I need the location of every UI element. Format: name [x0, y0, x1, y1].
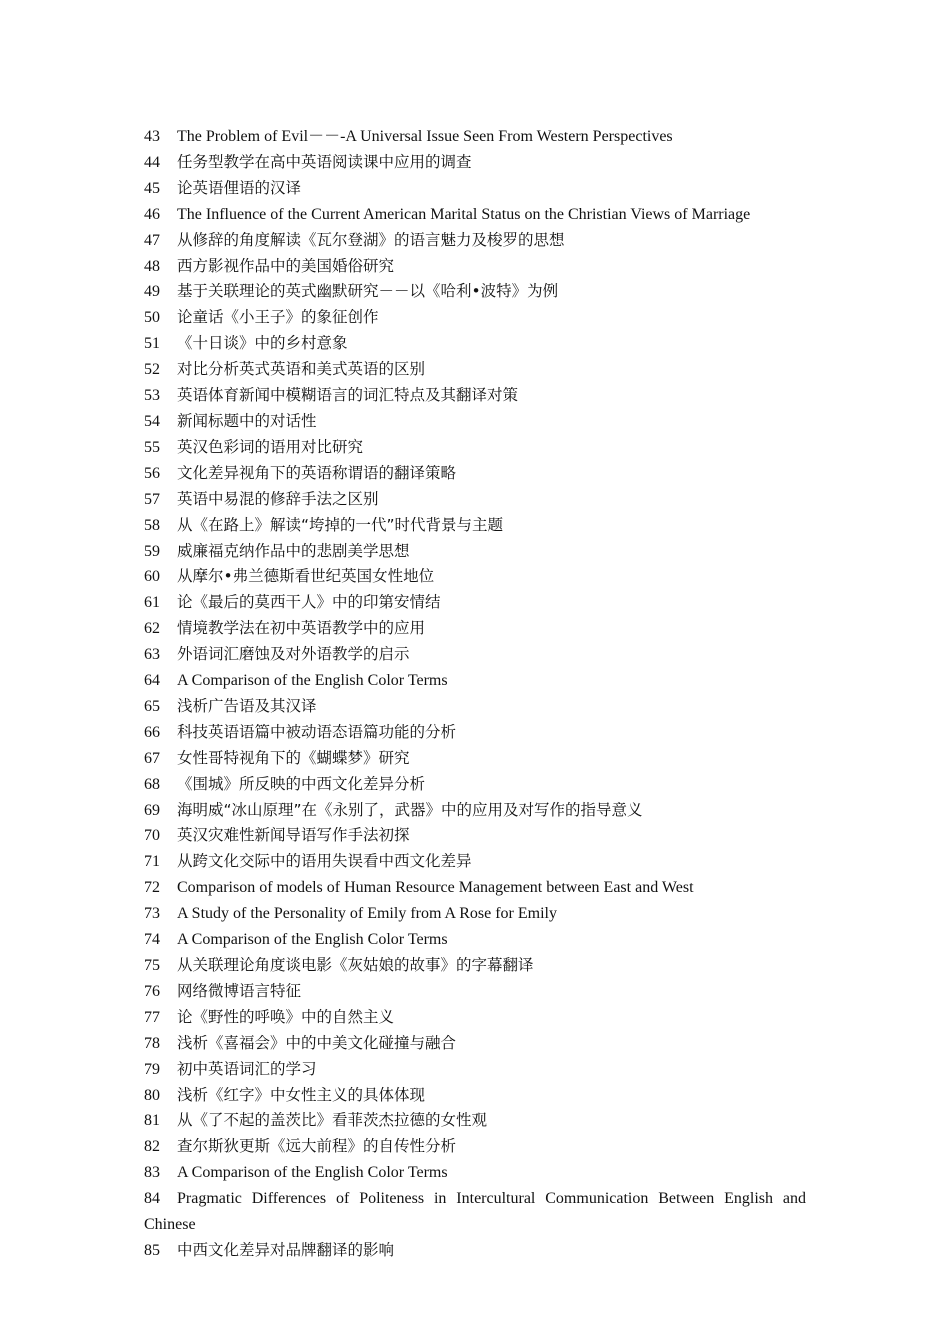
list-item: [144, 1134, 806, 1160]
item-number: 56: [144, 464, 160, 482]
list-item: [144, 1108, 806, 1134]
item-number: 83: [144, 1164, 160, 1182]
item-title: The Problem of Evil－－-A Universal Issue Seen From Western Perspectives: [177, 128, 673, 145]
item-number: 70: [144, 827, 160, 845]
item-number: 63: [144, 646, 160, 664]
item-title: 任务型教学在高中英语阅读课中应用的调查: [177, 152, 472, 171]
item-title: 查尔斯狄更斯《远大前程》的自传性分析: [177, 1137, 457, 1156]
list-item: [144, 901, 806, 927]
item-title: 浅析《喜福会》中的中美文化碰撞与融合: [177, 1033, 457, 1052]
list-item: [144, 461, 806, 487]
item-number: 49: [144, 283, 160, 301]
item-number: 67: [144, 749, 160, 767]
item-title: 初中英语词汇的学习: [177, 1059, 317, 1078]
item-title: 网络微博语言特征: [177, 981, 302, 1000]
list-item: [144, 823, 806, 849]
list-item: [144, 279, 806, 305]
list-item: [144, 539, 806, 565]
item-number: 59: [144, 542, 160, 560]
item-title: Comparison of models of Human Resource Management between East and West: [177, 879, 694, 897]
list-item: [144, 124, 806, 150]
item-number: 72: [144, 879, 160, 897]
item-number: 81: [144, 1112, 160, 1130]
item-number: 55: [144, 438, 160, 456]
item-title: 论《野性的呼唤》中的自然主义: [177, 1007, 395, 1026]
item-number: 43: [144, 128, 160, 145]
list-item: [144, 694, 806, 720]
list-item: [144, 642, 806, 668]
item-title: 从摩尔•弗兰德斯看世纪英国女性地位: [177, 567, 435, 586]
item-title: 论英语俚语的汉译: [177, 178, 302, 197]
item-number: 74: [144, 931, 160, 949]
list-item: [144, 720, 806, 746]
list-item: [144, 798, 806, 824]
item-title: 论童话《小王子》的象征创作: [177, 308, 379, 327]
item-title: 外语词汇磨蚀及对外语教学的启示: [177, 645, 410, 664]
item-number: 71: [144, 853, 160, 871]
item-title: 对比分析英式英语和美式英语的区别: [177, 360, 426, 379]
item-number: 47: [144, 231, 160, 249]
list-item: [144, 875, 806, 901]
item-number: 58: [144, 516, 160, 534]
item-number: 75: [144, 957, 160, 974]
item-title: 英汉灾难性新闻导语写作手法初探: [177, 826, 410, 845]
item-title: The Influence of the Current American Marital Status on the Christian Views of Marriage: [177, 205, 751, 223]
item-number: 79: [144, 1060, 160, 1078]
item-title: 《围城》所反映的中西文化差异分析: [177, 774, 426, 793]
item-number: 54: [144, 412, 160, 430]
item-number: 46: [144, 205, 160, 223]
list-item: [144, 953, 806, 979]
item-number: 57: [144, 490, 160, 508]
list-item: [144, 849, 806, 875]
list-item: [144, 383, 806, 409]
item-number: 68: [144, 775, 160, 793]
item-number: 45: [144, 179, 160, 197]
item-number: 78: [144, 1034, 160, 1052]
item-number: 73: [144, 905, 160, 923]
list-item: [144, 487, 806, 513]
list-item: [144, 927, 806, 953]
list-item: [144, 772, 806, 798]
item-number: 48: [144, 257, 160, 275]
item-title: 情境教学法在初中英语教学中的应用: [177, 619, 426, 638]
item-title: 从《了不起的盖茨比》看菲茨杰拉德的女性观: [177, 1111, 488, 1130]
item-number: 61: [144, 594, 160, 612]
list-item: [144, 409, 806, 435]
list-item: [144, 616, 806, 642]
item-number: 84: [144, 1190, 160, 1208]
list-item: [144, 1083, 806, 1109]
item-title: 《十日谈》中的乡村意象: [177, 334, 348, 353]
item-title: 西方影视作品中的美国婚俗研究: [177, 256, 395, 275]
item-title: Pragmatic Differences of Politeness in Intercultural Communication Between English and Chinese: [144, 1190, 806, 1234]
list-item: [144, 1031, 806, 1057]
item-number: 66: [144, 723, 160, 741]
item-number: 77: [144, 1008, 160, 1026]
item-number: 69: [144, 801, 160, 819]
item-number: 60: [144, 568, 160, 586]
item-title: 从关联理论角度谈电影《灰姑娘的故事》的字幕翻译: [177, 956, 534, 974]
item-title: 从跨文化交际中的语用失误看中西文化差异: [177, 852, 472, 871]
list-item: [144, 1238, 806, 1264]
item-title: A Comparison of the English Color Terms: [177, 672, 448, 690]
list-item: [144, 979, 806, 1005]
item-title: 从《在路上》解读“垮掉的一代”时代背景与主题: [177, 515, 504, 534]
item-title: 英语体育新闻中模糊语言的词汇特点及其翻译对策: [177, 386, 519, 405]
list-item: [144, 150, 806, 176]
item-number: 51: [144, 335, 160, 353]
item-title: 威廉福克纳作品中的悲剧美学思想: [177, 541, 410, 560]
item-title: 浅析《红字》中女性主义的具体体现: [177, 1085, 426, 1104]
item-number: 53: [144, 387, 160, 405]
document-page: [144, 124, 806, 1264]
list-item: [144, 564, 806, 590]
item-number: 65: [144, 697, 160, 715]
item-title: 科技英语语篇中被动语态语篇功能的分析: [177, 722, 457, 741]
item-title: 英语中易混的修辞手法之区别: [177, 489, 379, 508]
list-item: [144, 202, 806, 228]
list-item: [144, 513, 806, 539]
list-item: [144, 357, 806, 383]
item-title: 英汉色彩词的语用对比研究: [177, 437, 364, 456]
item-title: 女性哥特视角下的《蝴蝶梦》研究: [177, 748, 410, 767]
list-item: [144, 331, 806, 357]
item-number: 85: [144, 1241, 160, 1259]
item-number: 52: [144, 361, 160, 379]
item-number: 50: [144, 309, 160, 327]
item-title: 海明威“冰山原理”在《永别了，武器》中的应用及对写作的指导意义: [177, 800, 643, 819]
item-title: 从修辞的角度解读《瓦尔登湖》的语言魅力及梭罗的思想: [177, 230, 565, 249]
list-item: [144, 176, 806, 202]
item-number: 44: [144, 153, 160, 171]
item-title: 论《最后的莫西干人》中的印第安情结: [177, 593, 441, 612]
item-title: 中西文化差异对品牌翻译的影响: [177, 1240, 395, 1259]
list-item: [144, 254, 806, 280]
item-title: 基于关联理论的英式幽默研究－－以《哈利•波特》为例: [177, 282, 559, 301]
list-item: [144, 1160, 806, 1186]
item-title: 新闻标题中的对话性: [177, 411, 317, 430]
item-number: 82: [144, 1138, 160, 1156]
item-number: 80: [144, 1086, 160, 1104]
list-item: [144, 228, 806, 254]
list-item: [144, 435, 806, 461]
item-title: A Comparison of the English Color Terms: [177, 931, 448, 949]
item-number: 64: [144, 672, 160, 690]
item-title: 浅析广告语及其汉译: [177, 696, 317, 715]
list-item: [144, 1057, 806, 1083]
list-item: [144, 1186, 806, 1238]
item-number: 76: [144, 982, 160, 1000]
item-title: A Study of the Personality of Emily from A Rose for Emily: [177, 905, 557, 923]
list-item: [144, 1005, 806, 1031]
list-item: [144, 305, 806, 331]
list-item: [144, 668, 806, 694]
item-title: A Comparison of the English Color Terms: [177, 1164, 448, 1182]
item-number: 62: [144, 620, 160, 638]
item-title: 文化差异视角下的英语称谓语的翻译策略: [177, 463, 457, 482]
list-item: [144, 590, 806, 616]
list-item: [144, 746, 806, 772]
